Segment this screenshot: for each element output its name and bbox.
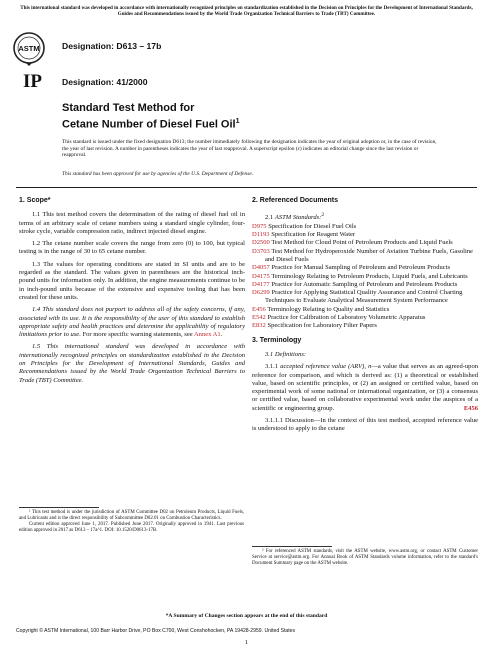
section-3-1 (252, 351, 478, 359)
referenced-documents (252, 211, 478, 330)
footnote-1 (19, 507, 244, 534)
left-column (19, 197, 245, 389)
reference-title: Terminology Relating to Quality and Statistics (265, 305, 390, 313)
subheading-number: 2.1 (265, 214, 275, 222)
scope-heading: 1. Scope* (19, 197, 51, 204)
footnote-2 (252, 546, 478, 567)
section-3-1-1-number: 3.1.1 (265, 363, 281, 371)
copyright-notice: Copyright © ASTM International, 100 Barr Harbor Drive, PO Box C700, West Conshohocken, PA 19428-2959. United States (16, 628, 296, 634)
reference-item (252, 231, 478, 239)
document-title (62, 102, 240, 132)
ip-logo-text: IP (23, 71, 42, 92)
reference-item (252, 289, 478, 306)
section-1-5-text: 1.5 This international standard was developed in accordance with internationally recognized principles on standardization established in the Decision on Principles for the Development of International Standards, Guides and Recommendations issued by the World Trade Organization Technical Barriers to Trade (TBT) Committee. (19, 343, 245, 384)
annex-a1-link[interactable]: Annex A1 (193, 331, 221, 339)
reference-item (252, 281, 478, 289)
reference-item (252, 273, 478, 281)
reference-code-link[interactable]: D1193 (252, 231, 270, 239)
reference-item (252, 314, 478, 322)
reference-title: Test Method for Hydroperoxide Number of Aviation Turbine Fuels, Gasoline and Diesel Fuels (265, 247, 473, 263)
definition-arv: —a value that serves as an agreed-upon reference for comparison, and which is derived as: (1) a theoretical or established value, based on scientific principles, or (2) an assigned or certified value, based on experimental work of some national or international organization, or (3) a consensus or certified value, based on collaborative experimental work under the auspices of a scientific or engineering group. (252, 363, 478, 412)
reference-code-link[interactable]: D2500 (252, 239, 270, 247)
reference-code-link[interactable]: E456 (252, 305, 266, 313)
title-line-1: Standard Test Method for (62, 102, 195, 114)
dod-note: This standard has been approved for use by agencies of the U.S. Department of Defense. (62, 171, 254, 177)
reference-list (252, 223, 478, 331)
terminology-heading: 3. Terminology (252, 336, 302, 344)
ip-logo (22, 68, 48, 92)
reference-code-link[interactable]: E832 (252, 322, 266, 330)
e456-link[interactable]: E456 (463, 404, 478, 412)
reference-item (252, 239, 478, 247)
section-1-2: 1.2 The cetane number scale covers the range from zero (0) to 100, but typical testing is in the range of 30 to 65 cetane number. (19, 240, 245, 256)
designation-primary: Designation: D613 – 17b (62, 41, 162, 51)
astm-logo-text: ASTM (18, 44, 40, 53)
astm-logo (12, 30, 46, 66)
reference-item (252, 264, 478, 272)
term-arv: accepted reference value (ARV), n (280, 363, 372, 371)
reference-title: Practice for Manual Sampling of Petroleum and Petroleum Products (269, 264, 451, 272)
reference-title: Terminology Relating to Petroleum Products, Liquid Fuels, and Lubricants (269, 272, 468, 280)
reference-title: Practice for Calibration of Laboratory Volumetric Apparatus (265, 314, 426, 322)
referenced-documents-heading: 2. Referenced Documents (252, 197, 338, 204)
reference-code-link[interactable]: D3703 (252, 247, 270, 255)
section-3-1-1-1: 3.1.1.1 Discussion—In the context of this test method, accepted reference value is understood to apply to the cetane (252, 417, 478, 433)
astm-standards-subheading (252, 211, 478, 222)
reference-item (252, 223, 478, 231)
right-column (252, 197, 478, 438)
page-number: 1 (244, 639, 249, 646)
designation-secondary: Designation: 41/2000 (62, 77, 148, 87)
reference-code-link[interactable]: D4175 (252, 272, 270, 280)
header-divider (16, 187, 477, 188)
reference-title: Test Method for Cloud Point of Petroleum Products and Liquid Fuels (269, 239, 453, 247)
reference-item (252, 248, 478, 265)
subheading-footnote-mark: 2 (321, 212, 325, 219)
reference-code-link[interactable]: D975 (252, 222, 267, 230)
section-1-4 (19, 306, 245, 339)
summary-of-changes-note: *A Summary of Changes section appears at the end of this standard (165, 613, 328, 619)
reference-code-link[interactable]: D6299 (252, 289, 270, 297)
footnote-1-edition: Current edition approved June 1, 2017. Published June 2017. Originally approved in 1941. Last previous edition approved in 2017 as D613 – 17a^1. DOI: 10.1520/D0613-17B. (19, 522, 244, 533)
reference-item (252, 306, 478, 314)
footnote-1-text: ¹ This test method is under the jurisdiction of ASTM Committee D02 on Petroleum Products, Liquid Fuels, and Lubricants and is the direct responsibility of Subcommittee D02.01 on Combustion Characteristics. (19, 510, 244, 521)
section-1-3: 1.3 The values for operating conditions are stated in SI units and are to be regarded as the standard. The values given in parentheses are the historical inch-pound units for information only. In addition, the engine measurements continue to be in inch-pound units because of the extensive and expensive tooling that has been created for these units. (19, 260, 245, 301)
reference-item (252, 322, 478, 330)
section-1-4-end: . (220, 331, 223, 339)
section-1-4-safety: 1.4 This standard does not purport to address all of the safety concerns, if any, associated with its use. It is the responsibility of the user of this standard to establish appropriate safety and health practices and determine the applicability of regulatory limitations prior to use. (19, 306, 245, 339)
section-1-5 (19, 343, 245, 384)
footnote-divider (19, 507, 99, 508)
section-1-4-tail: For more specific warning statements, see (80, 331, 194, 339)
section-1-1: 1.1 This test method covers the determination of the rating of diesel fuel oil in terms of an arbitrary scale of cetane numbers using a standard single cylinder, four-stroke cycle, variable compression ratio, indirect injected diesel engine. (19, 211, 245, 235)
section-3-1-text: 3.1 Definitions: (265, 350, 307, 358)
reference-title: Specification for Reagent Water (269, 231, 356, 239)
reference-title: Practice for Automatic Sampling of Petroleum and Petroleum Products (269, 280, 458, 288)
reference-code-link[interactable]: D4177 (252, 280, 270, 288)
reference-code-link[interactable]: D4057 (252, 264, 270, 272)
reference-code-link[interactable]: E542 (252, 314, 266, 322)
intro-notice: This international standard was developed in accordance with internationally recognized principles on standardization established in the Decision on Principles for the Development of International Standards, Guides and Recommendations issued by the World Trade Organization Technical Barriers to Trade (TBT) Committee. (20, 5, 473, 18)
title-footnote-mark: 1 (235, 118, 240, 125)
section-3-1-1 (252, 363, 478, 413)
reference-title: Specification for Laboratory Filter Papers (265, 322, 377, 330)
title-line-2: Cetane Number of Diesel Fuel Oil (62, 118, 236, 131)
issue-note: This standard is issued under the fixed designation D613; the number immediately following the designation indicates the year of original adoption or, in the case of revision, the year of last revision. A number in parentheses indicates the year of last reapproval. A superscript epsilon (ε) indicates an editorial change since the last revision or reapproval. (62, 139, 437, 159)
reference-title: Practice for Applying Statistical Quality Assurance and Control Charting Techniques to Evaluate Analytical Measurement System Performance (265, 289, 463, 305)
footnote-2-text: ² For referenced ASTM standards, visit the ASTM website, www.astm.org, or contact ASTM Customer Service at service@astm.org. For Annual Book of ASTM Standards volume information, refer to the standard's Document Summary page on the ASTM website. (252, 549, 478, 566)
reference-title: Specification for Diesel Fuel Oils (266, 222, 357, 230)
subheading-label: ASTM Standards: (274, 214, 322, 222)
footnote-divider-right (252, 546, 332, 547)
